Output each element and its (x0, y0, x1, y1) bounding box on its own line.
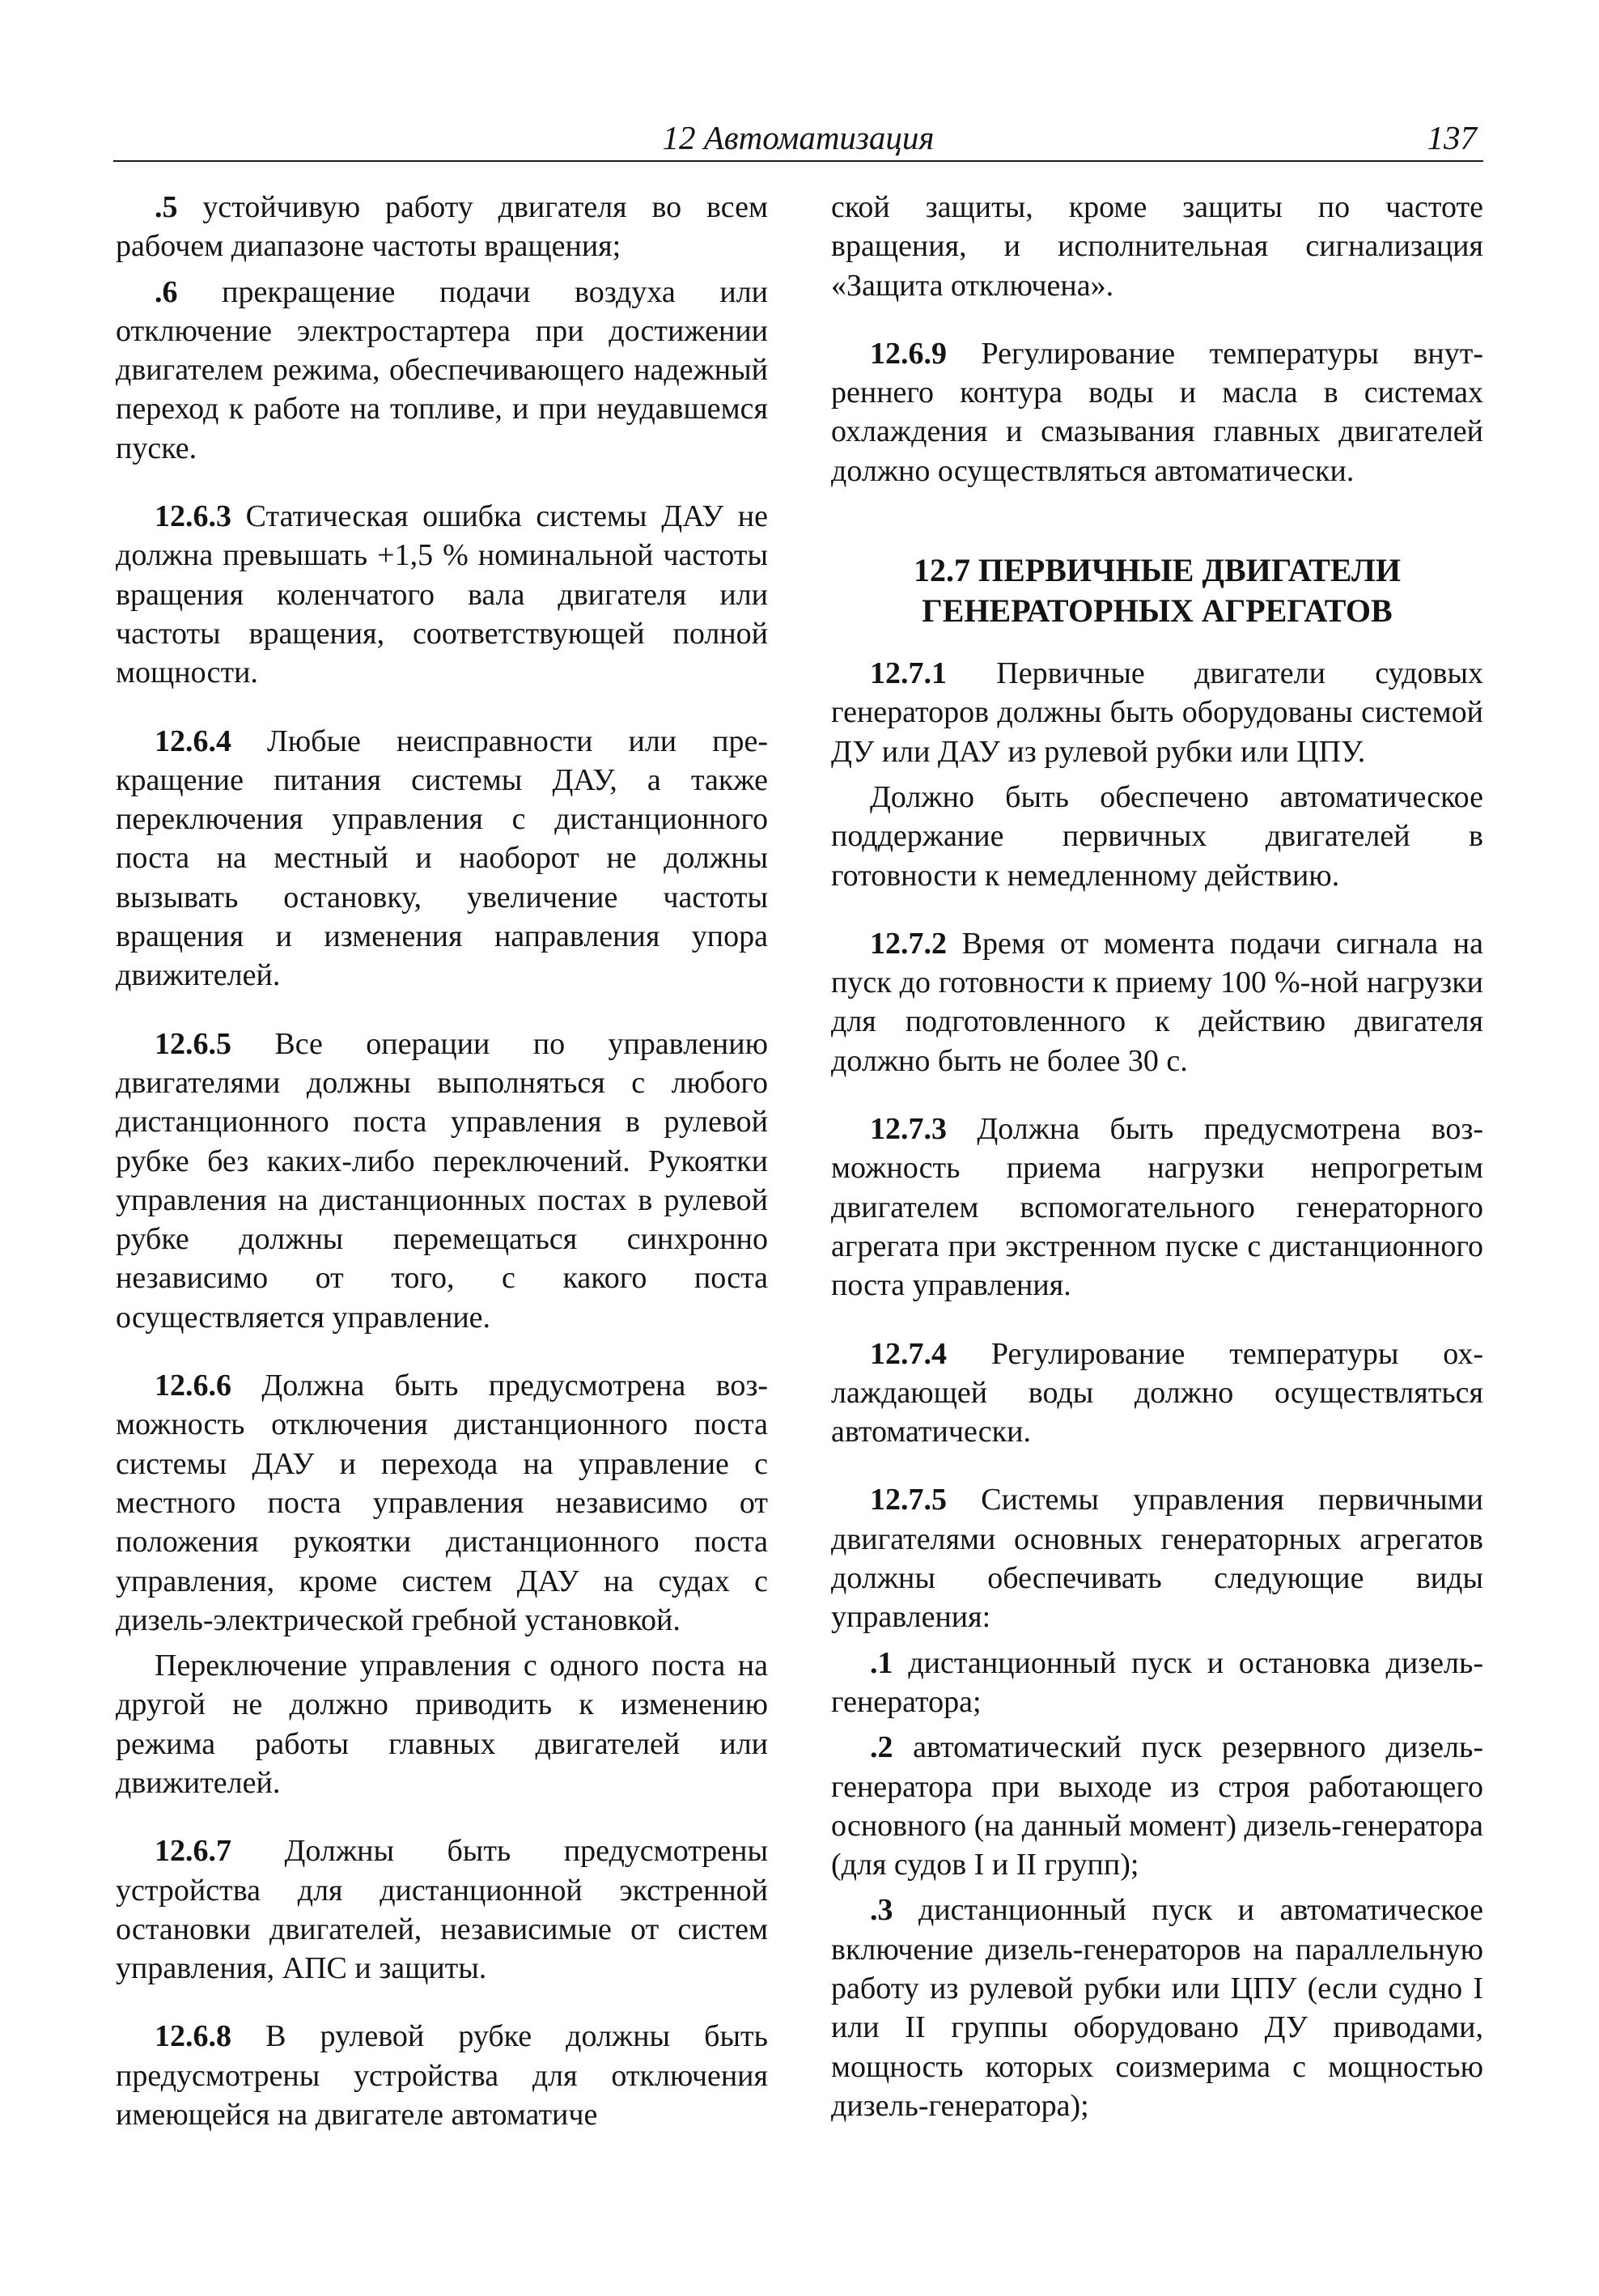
paragraph (116, 1025, 768, 1337)
item-number: .2 (870, 1730, 893, 1765)
paragraph (116, 497, 768, 692)
item-number: .5 (155, 190, 178, 224)
list-item (831, 1891, 1483, 2125)
paragraph (831, 188, 1483, 305)
clause-number: 12.7.3 (870, 1112, 947, 1147)
item-number: .6 (155, 274, 178, 309)
paragraph (831, 924, 1483, 1080)
list-item-text: автоматический пуск резервного дизель-генератора при выходе из строя работающего основного (на данный момент) дизель-генератора (для судов I и II групп); (831, 1730, 1483, 1882)
paragraph-text: Должны быть предусмотрены устройства для дистанционной экстренной остановки двигателей, независимые от систем управления, АПС и защиты. (116, 1834, 768, 1986)
paragraph-text: Все операции по управлению двигателями должны выполняться с любого дистанционного поста управления в рулевой рубке без каких-либо переключений. Рукоятки управления на дистанционных постах в рулевой рубке должны перемещаться синхронно независимо от того, с какого поста осуществляется управление. (116, 1026, 768, 1335)
paragraph (831, 334, 1483, 490)
clause-number: 12.7.1 (870, 656, 947, 691)
paragraph (116, 2017, 768, 2134)
paragraph (831, 1110, 1483, 1305)
clause-number: 12.6.4 (155, 724, 231, 758)
list-item-text: дистанционный пуск и автоматическое включение дизель-генераторов на параллельную работу из рулевой рубки или ЦПУ (если судно I или II группы оборудовано ДУ приводами, мощность которых соизмерима с мощностью дизель-генератора); (831, 1893, 1483, 2123)
left-column (116, 188, 768, 2134)
paragraph-text: Регулирование температуры внутреннего контура воды и масла в системах охлаждения и смазывания главных двигателей должно осуществляться автоматически. (831, 336, 1483, 488)
paragraph-text: Должна быть предусмотрена возможность приема нагрузки непрогретым двигателем вспомогательного генераторного агрегата при экстренном пуске с дистанционного поста управления. (831, 1112, 1483, 1303)
right-column (831, 188, 1483, 2125)
paragraph (831, 778, 1483, 895)
section-heading (831, 550, 1483, 631)
paragraph-text: прекращение подачи воздуха или отключение электростартера при достижении двигателем режима, обеспечивающего надежный переход к работе на топливе, и при неудавшемся пуске. (116, 274, 768, 465)
paragraph (831, 1480, 1483, 1636)
list-item (831, 1728, 1483, 1884)
paragraph-text: Системы управления первичными двигателями основных генераторных агрегатов должны обеспечивать следующие виды управления: (831, 1483, 1483, 1635)
paragraph (831, 1335, 1483, 1452)
paragraph-text: Должно быть обеспечено автоматическое поддержание первичных двигателей в готовности к немедленному действию. (831, 779, 1483, 893)
paragraph (831, 654, 1483, 771)
paragraph-text: Первичные двигатели судовых генераторов должны быть оборудованы системой ДУ или ДАУ из рулевой рубки или ЦПУ. (831, 656, 1483, 769)
clause-number: 12.6.6 (155, 1369, 231, 1403)
paragraph-text: Статическая ошибка системы ДАУ не должна превышать +1,5 % номинальной частоты вращения коленчатого вала двигателя или частоты вращения, соответствующей полной мощности. (116, 499, 768, 690)
paragraph-text: ской защиты, кроме защиты по частоте вращения, и исполнительная сигнализация «Защита отключена». (831, 190, 1483, 303)
list-item-text: дистанционный пуск и остановка дизель-генератора; (831, 1645, 1483, 1719)
clause-number: 12.6.3 (155, 499, 231, 534)
paragraph (116, 722, 768, 995)
paragraph (116, 273, 768, 468)
paragraph-text: Время от момента подачи сигнала на пуск до готовности к приему 100 %-ной нагрузки для подготовленного к действию двигателя должно быть не более 30 с. (831, 926, 1483, 1078)
section-heading-line: 12.7 ПЕРВИЧНЫЕ ДВИГАТЕЛИ (914, 552, 1401, 589)
running-header (113, 110, 1483, 162)
clause-number: 12.7.2 (870, 926, 947, 961)
chapter-title: 12 Автоматизация (662, 119, 935, 156)
list-item (831, 1644, 1483, 1722)
paragraph-text: Должна быть предусмотрена возможность отключения дистанционного поста системы ДАУ и перехода на управление с местного поста управления независимо от положения рукоятки дистанционного поста управления, кроме систем ДАУ на судах с дизель-электрической гребной установкой. (116, 1369, 768, 1637)
item-number: .1 (870, 1645, 893, 1680)
paragraph (116, 1366, 768, 1640)
clause-number: 12.7.5 (870, 1483, 947, 1517)
clause-number: 12.7.4 (870, 1336, 947, 1371)
paragraph-text: устойчивую работу двигателя во всем рабочем диапазоне частоты вращения; (116, 190, 768, 264)
paragraph-text: Переключение управления с одного поста на другой не должно приводить к изменению режима работы главных двигателей или движителей. (116, 1649, 768, 1800)
section-heading-line: ГЕНЕРАТОРНЫХ АГРЕГАТОВ (922, 592, 1393, 630)
paragraph-text: В рулевой рубке должны быть предусмотрены устройства для отключения имеющейся на двигателе автоматиче (116, 2019, 768, 2133)
item-number: .3 (870, 1893, 893, 1928)
clause-number: 12.6.8 (155, 2019, 231, 2054)
clause-number: 12.6.5 (155, 1026, 231, 1061)
paragraph (116, 1646, 768, 1802)
page-number: 137 (1427, 119, 1477, 156)
paragraph-text: Регулирование температуры охлаждающей воды должно осуществляться автоматически. (831, 1336, 1483, 1449)
paragraph (116, 188, 768, 266)
clause-number: 12.6.7 (155, 1834, 231, 1869)
paragraph-text: Любые неисправности или прекращение питания системы ДАУ, а также переключения управления с дистанционного поста на местный и наоборот не должны вызывать остановку, увеличение частоты вращения и изменения направления упора движителей. (116, 724, 768, 993)
paragraph (116, 1831, 768, 1988)
clause-number: 12.6.9 (870, 336, 947, 371)
